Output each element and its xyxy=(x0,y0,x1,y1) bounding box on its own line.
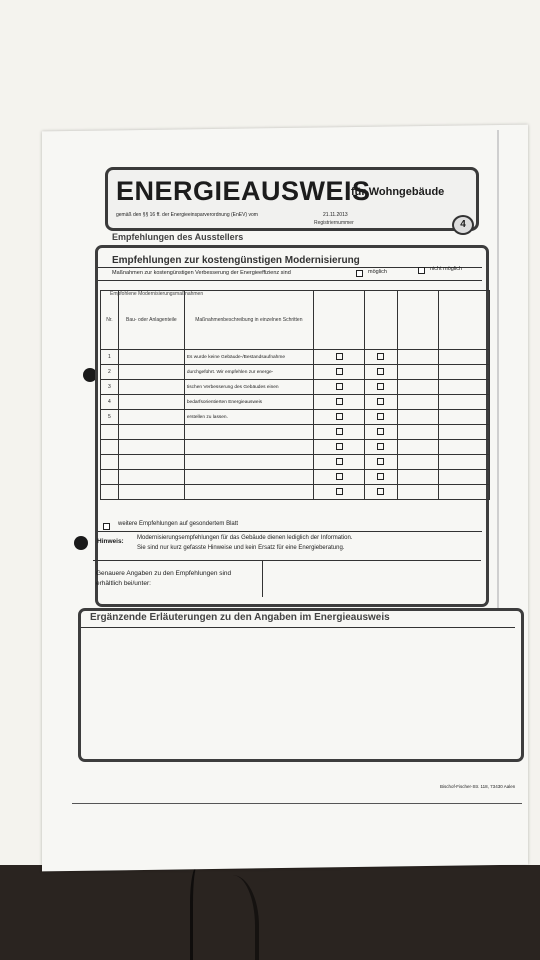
table-row xyxy=(101,350,490,365)
fold-line xyxy=(497,130,499,610)
table-row xyxy=(101,470,490,485)
row-number: 3 xyxy=(101,380,119,395)
column-header-check-b xyxy=(365,291,398,350)
page-number: 4 xyxy=(452,215,474,235)
row-description: erstellen zu lassen. xyxy=(184,410,313,425)
registration-number-label: Registriernummer xyxy=(314,220,354,226)
row-description: Es wurde keine Gebäude-/Bestandsaufnahme xyxy=(184,350,313,365)
table-row xyxy=(101,365,490,380)
punch-hole xyxy=(74,536,88,550)
row-checkbox[interactable] xyxy=(336,473,343,480)
table-row xyxy=(101,380,490,395)
row-checkbox[interactable] xyxy=(336,368,343,375)
row-checkbox[interactable] xyxy=(336,398,343,405)
divider xyxy=(93,560,481,561)
divider xyxy=(262,560,263,597)
divider xyxy=(98,280,482,281)
supplementary-title: Ergänzende Erläuterungen zu den Angaben im Energieausweis xyxy=(90,612,390,623)
table-row xyxy=(101,395,490,410)
law-reference: gemäß den §§ 16 ff. der Energieeinsparverordnung (EnEV) vom xyxy=(116,212,258,218)
column-header-bauteil: Bau- oder Anlagenteile xyxy=(118,291,184,350)
row-number: 4 xyxy=(101,395,119,410)
row-checkbox[interactable] xyxy=(336,413,343,420)
title-box xyxy=(105,167,479,231)
row-checkbox[interactable] xyxy=(377,353,384,360)
row-checkbox[interactable] xyxy=(377,398,384,405)
further-recommendations-checkbox[interactable] xyxy=(103,523,110,530)
possible-checkbox[interactable] xyxy=(356,270,363,277)
measures-question: Maßnahmen zur kostengünstigen Verbesserung der Energieeffizienz sind xyxy=(112,270,291,276)
table-row xyxy=(101,455,490,470)
row-checkbox[interactable] xyxy=(336,458,343,465)
row-checkbox[interactable] xyxy=(377,458,384,465)
table-row xyxy=(101,440,490,455)
row-checkbox[interactable] xyxy=(336,443,343,450)
footer-address: Bischof-Fischer-Str. 118, 73430 Aalen xyxy=(440,784,516,789)
row-checkbox[interactable] xyxy=(377,413,384,420)
law-date: 21.11.2013 xyxy=(323,212,348,218)
row-checkbox[interactable] xyxy=(377,473,384,480)
cable xyxy=(190,865,209,960)
details-label-1: Genauere Angaben zu den Empfehlungen sind xyxy=(96,570,232,577)
footer-line xyxy=(72,803,522,804)
section-heading: Empfehlungen des Ausstellers xyxy=(112,232,244,242)
row-description: bedarfsorientierten Energieausweis xyxy=(184,395,313,410)
row-number: 1 xyxy=(101,350,119,365)
hinweis-text-1: Modernisierungsempfehlungen für das Gebäude dienen lediglich der Information. xyxy=(137,535,353,541)
row-checkbox[interactable] xyxy=(336,383,343,390)
row-description: tischen Verbesserung des Gebäudes einen xyxy=(184,380,313,395)
recommendations-title: Empfehlungen zur kostengünstigen Modernisierung xyxy=(112,255,360,266)
hinweis-text-2: Sie sind nur kurz gefasste Hinweise und kein Ersatz für eine Energieberatung. xyxy=(137,545,345,551)
supplementary-box xyxy=(78,608,524,762)
document-subtitle: für Wohngebäude xyxy=(351,186,445,198)
row-checkbox[interactable] xyxy=(377,488,384,495)
recommended-measures-label: Empfohlene Modernisierungsmaßnahmen xyxy=(110,291,204,297)
not-possible-checkbox[interactable] xyxy=(418,267,425,274)
row-checkbox[interactable] xyxy=(336,353,343,360)
column-header-beschreibung: Maßnahmenbeschreibung in einzelnen Schritten xyxy=(184,291,313,350)
table-header-row xyxy=(101,291,490,350)
document-title: ENERGIEAUSWEIS xyxy=(116,176,371,206)
table-row xyxy=(101,485,490,500)
further-recommendations-label: weitere Empfehlungen auf gesondertem Blatt xyxy=(118,521,239,527)
row-checkbox[interactable] xyxy=(377,383,384,390)
divider xyxy=(81,627,515,628)
details-label-2: erhältlich bei/unter: xyxy=(96,580,151,587)
divider xyxy=(98,531,482,532)
column-header-amortisation xyxy=(397,291,438,350)
column-header-nr: Nr. xyxy=(101,291,119,350)
not-possible-label: nicht möglich xyxy=(430,266,463,272)
column-header-costs xyxy=(438,291,489,350)
floor-background xyxy=(0,865,540,960)
table-row xyxy=(101,410,490,425)
measures-table xyxy=(100,290,490,500)
cable xyxy=(215,875,259,960)
row-description: durchgeführt. Wir empfehlen zur energe- xyxy=(184,365,313,380)
row-number: 2 xyxy=(101,365,119,380)
hinweis-label: Hinweis: xyxy=(97,538,124,545)
row-checkbox[interactable] xyxy=(377,368,384,375)
row-checkbox[interactable] xyxy=(336,488,343,495)
row-checkbox[interactable] xyxy=(377,443,384,450)
row-checkbox[interactable] xyxy=(377,428,384,435)
table-row xyxy=(101,425,490,440)
row-checkbox[interactable] xyxy=(336,428,343,435)
row-number: 5 xyxy=(101,410,119,425)
possible-label: möglich xyxy=(368,269,387,275)
column-header-check-a xyxy=(313,291,364,350)
